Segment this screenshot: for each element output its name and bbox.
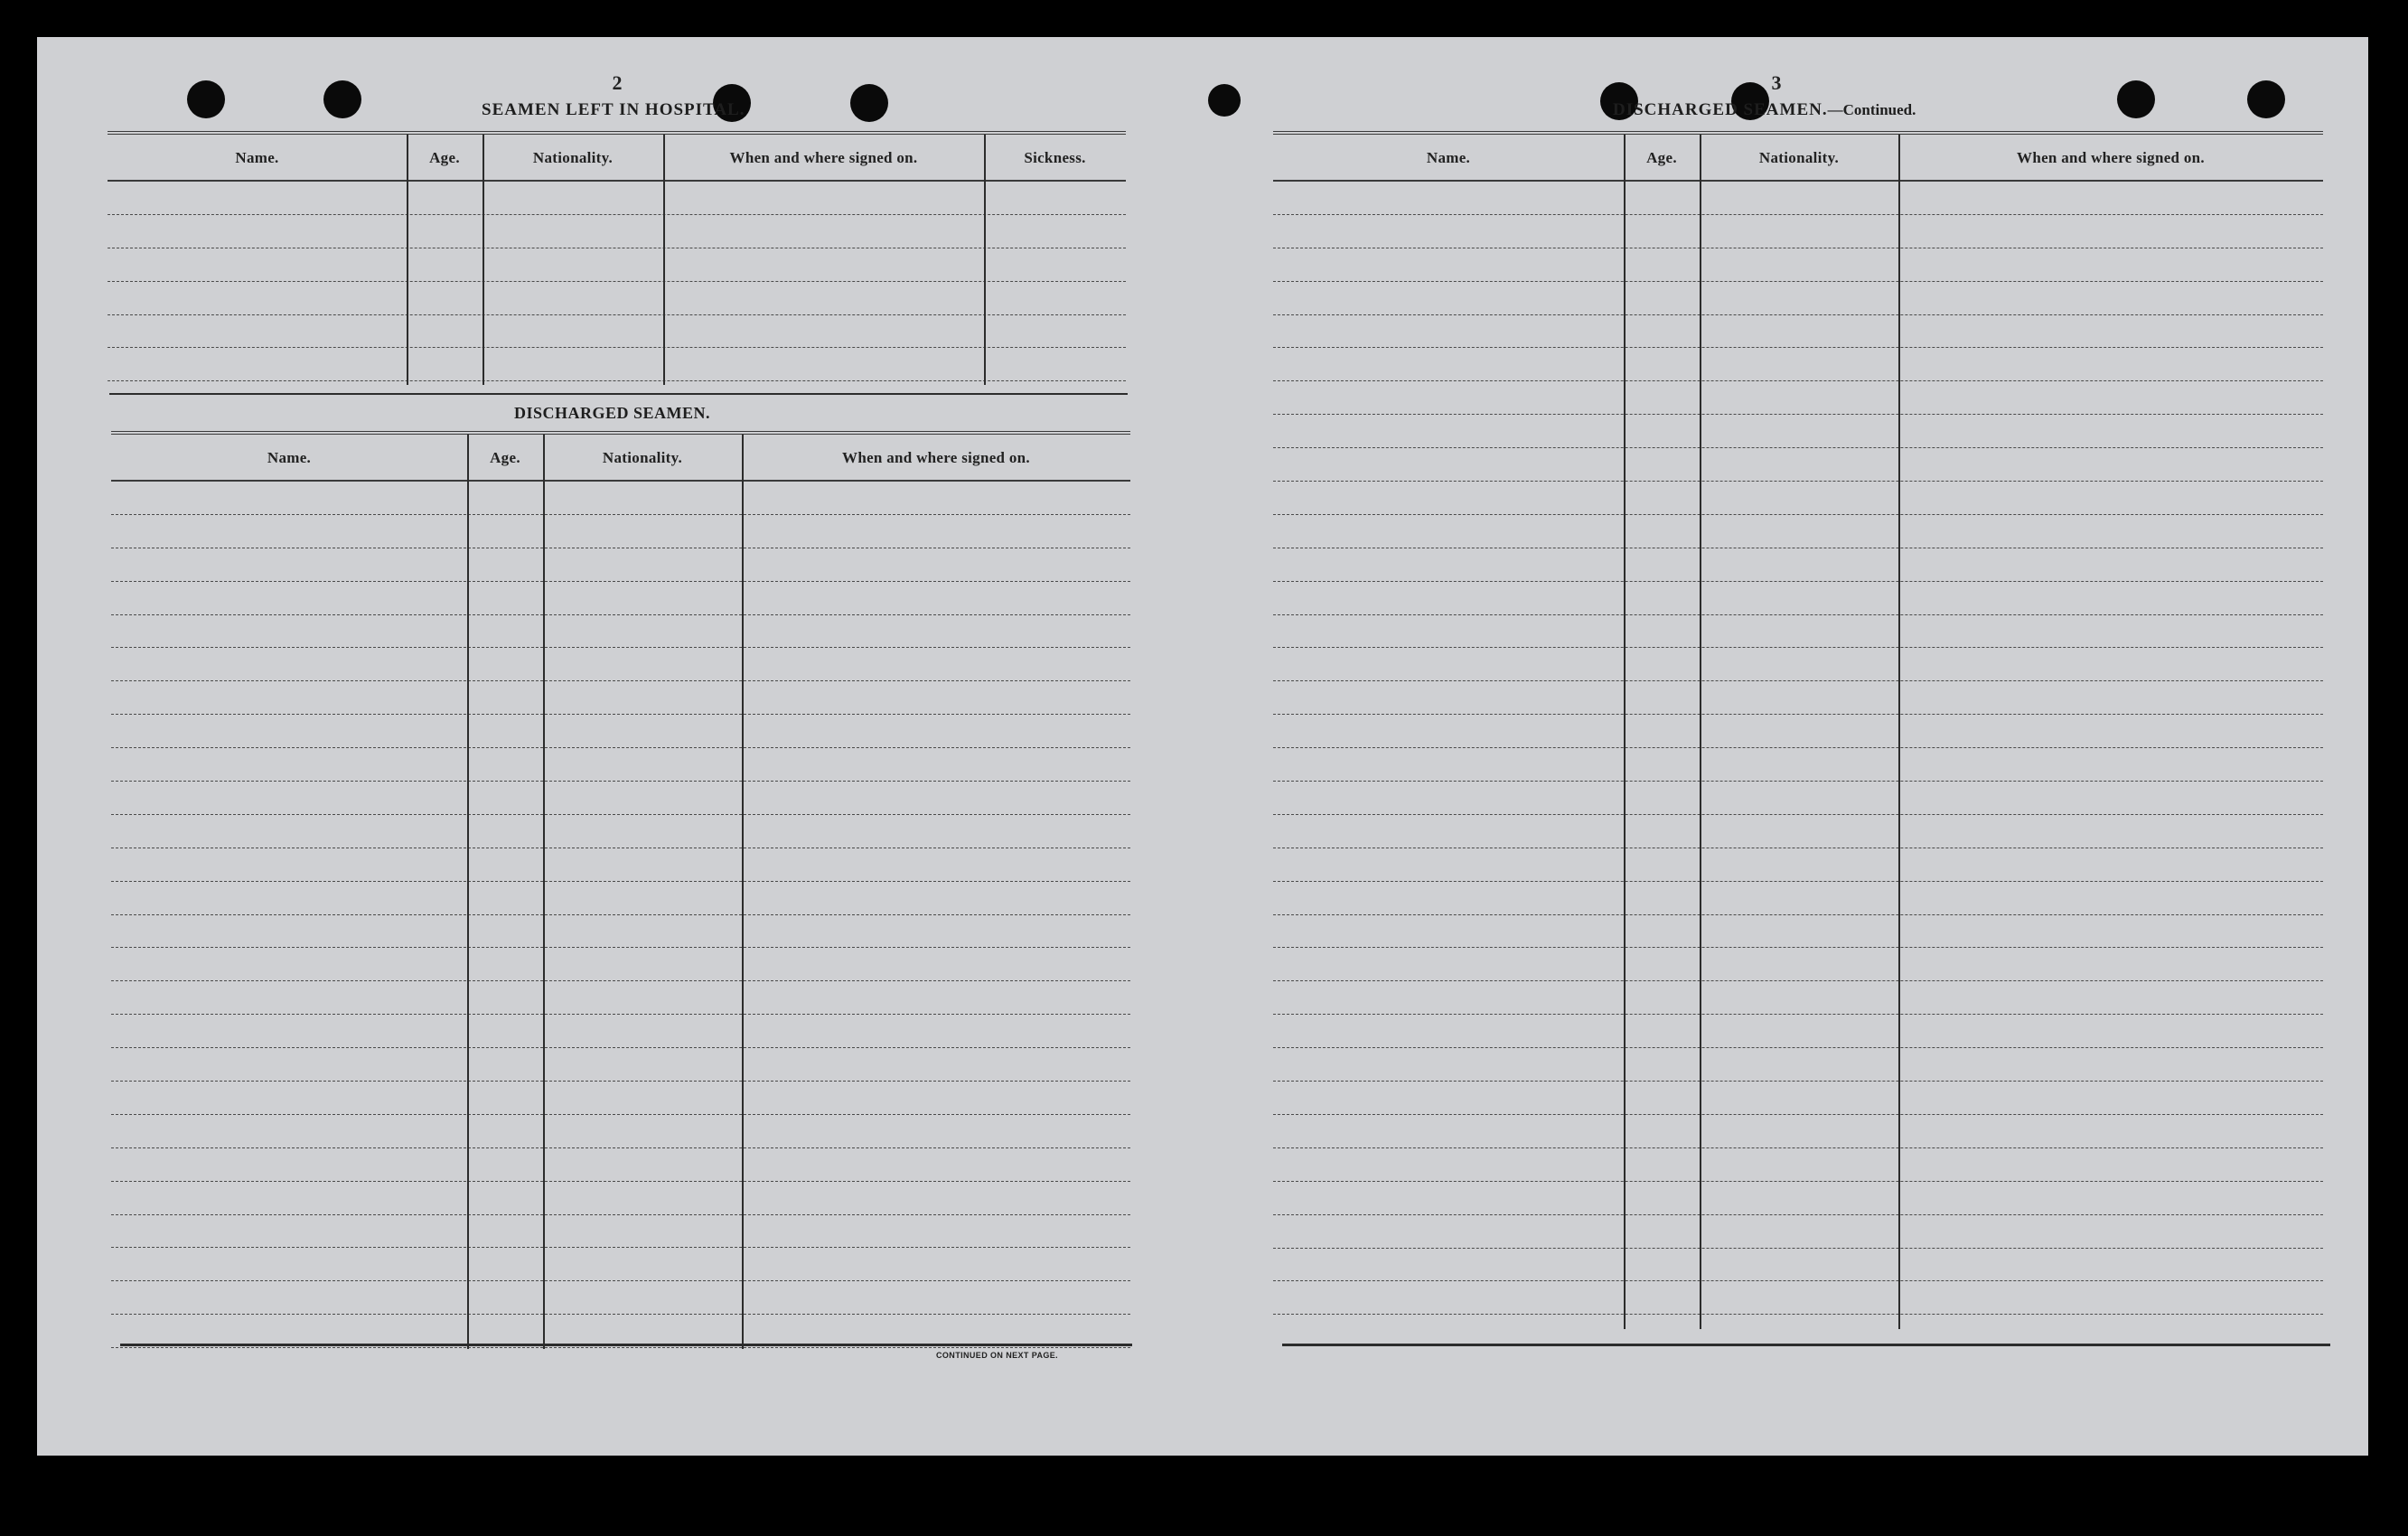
table-row: [111, 782, 1130, 815]
table-row: [1273, 248, 2323, 282]
punch-hole: [323, 80, 361, 118]
table-row: [111, 882, 1130, 915]
table-row: [111, 548, 1130, 582]
table-row: [1273, 215, 2323, 248]
discharged-table-header: [111, 435, 1130, 482]
discharged-table: [111, 431, 1130, 1349]
table-row: [111, 848, 1130, 882]
discharged-continued-table-header: [1273, 135, 2323, 182]
discharged-section-title: DISCHARGED SEAMEN.: [514, 404, 711, 422]
col-nationality-header: Nationality.: [532, 149, 614, 166]
table-row: [1273, 1215, 2323, 1249]
table-row: [1273, 415, 2323, 448]
table-row: [1273, 748, 2323, 782]
col-signed-on-header: When and where signed on.: [842, 449, 1030, 466]
table-row: [111, 1248, 1130, 1281]
table-row: [1273, 348, 2323, 381]
page-number-right: 3: [1771, 71, 1782, 94]
ledger-sheet: [37, 37, 2368, 1456]
col-nationality-header: Nationality.: [1758, 149, 1840, 166]
table-bottom-rule: [1282, 1344, 2330, 1346]
page-number-left: 2: [612, 71, 623, 94]
hospital-section-title: SEAMEN LEFT IN HOSPITAL.: [482, 100, 745, 119]
table-row: [111, 482, 1130, 515]
table-row: [111, 1048, 1130, 1082]
table-row: [108, 348, 1126, 381]
table-row: [111, 1281, 1130, 1315]
column-rule: [467, 435, 469, 1349]
table-row: [111, 1148, 1130, 1182]
table-row: [1273, 515, 2323, 548]
column-rule: [1898, 135, 1900, 1329]
column-rule: [543, 435, 545, 1349]
column-rule: [407, 135, 408, 385]
column-rule: [984, 135, 986, 385]
table-row: [1273, 882, 2323, 915]
punch-hole: [2247, 80, 2285, 118]
col-age-header: Age.: [429, 149, 460, 166]
col-name-header: Name.: [235, 149, 279, 166]
table-row: [1273, 981, 2323, 1015]
discharged-continued-table-body: [1273, 182, 2323, 1329]
table-row: [1273, 182, 2323, 215]
table-row: [1273, 1182, 2323, 1215]
punch-hole: [850, 84, 888, 122]
discharged-table-body: [111, 482, 1130, 1349]
discharged-continued-title: [1613, 100, 1916, 120]
column-rule: [1700, 135, 1701, 1329]
column-rule: [483, 135, 484, 385]
table-row: [111, 1215, 1130, 1249]
discharged-continued-table: [1273, 131, 2323, 1329]
table-row: [111, 915, 1130, 949]
table-row: [111, 1015, 1130, 1048]
col-nationality-header: Nationality.: [602, 449, 683, 466]
table-row: [1273, 648, 2323, 681]
table-row: [1273, 448, 2323, 482]
table-row: [1273, 482, 2323, 515]
table-row: [111, 815, 1130, 848]
table-row: [111, 648, 1130, 681]
table-row: [1273, 782, 2323, 815]
table-row: [1273, 1281, 2323, 1315]
table-row: [1273, 915, 2323, 949]
col-signed-on-header: When and where signed on.: [729, 149, 918, 166]
column-rule: [742, 435, 744, 1349]
table-row: [1273, 381, 2323, 415]
table-row: [111, 1115, 1130, 1148]
table-row: [111, 748, 1130, 782]
col-age-header: Age.: [1646, 149, 1677, 166]
table-row: [1273, 548, 2323, 582]
punch-hole: [1208, 84, 1241, 117]
table-row: [1273, 681, 2323, 715]
table-row: [1273, 1082, 2323, 1115]
col-sickness-header: Sickness.: [1024, 149, 1086, 166]
table-row: [1273, 948, 2323, 981]
col-age-header: Age.: [490, 449, 520, 466]
table-row: [1273, 1048, 2323, 1082]
table-row: [111, 1182, 1130, 1215]
table-row: [111, 1082, 1130, 1115]
continued-suffix: —Continued.: [1827, 101, 1916, 118]
col-name-header: Name.: [267, 449, 312, 466]
table-row: [111, 948, 1130, 981]
table-row: [111, 515, 1130, 548]
table-row: [1273, 815, 2323, 848]
table-row: [1273, 582, 2323, 615]
table-row: [1273, 282, 2323, 315]
table-row: [111, 981, 1130, 1015]
hospital-table-header: [108, 135, 1126, 182]
table-row: [1273, 1148, 2323, 1182]
col-name-header: Name.: [1426, 149, 1471, 166]
col-signed-on-header: When and where signed on.: [2017, 149, 2205, 166]
column-rule: [663, 135, 665, 385]
table-row: [108, 315, 1126, 349]
table-row: [111, 715, 1130, 748]
punch-hole: [187, 80, 225, 118]
table-row: [108, 282, 1126, 315]
table-row: [1273, 1015, 2323, 1048]
table-row: [1273, 315, 2323, 349]
table-row: [1273, 848, 2323, 882]
table-row: [108, 215, 1126, 248]
table-bottom-rule: [120, 1344, 1132, 1346]
hospital-table: [108, 131, 1126, 385]
table-row: [111, 615, 1130, 649]
table-row: [111, 582, 1130, 615]
table-row: [111, 681, 1130, 715]
table-row: [1273, 715, 2323, 748]
discharged-continued-title-main: DISCHARGED SEAMEN.: [1613, 100, 1828, 119]
table-row: [108, 248, 1126, 282]
punch-hole: [2117, 80, 2155, 118]
table-row: [1273, 615, 2323, 649]
table-row: [108, 182, 1126, 215]
table-row: [1273, 1249, 2323, 1282]
section-divider: [109, 393, 1128, 395]
column-rule: [1624, 135, 1626, 1329]
continued-note: CONTINUED ON NEXT PAGE.: [936, 1351, 1059, 1360]
hospital-table-body: [108, 182, 1126, 385]
table-row: [1273, 1115, 2323, 1148]
